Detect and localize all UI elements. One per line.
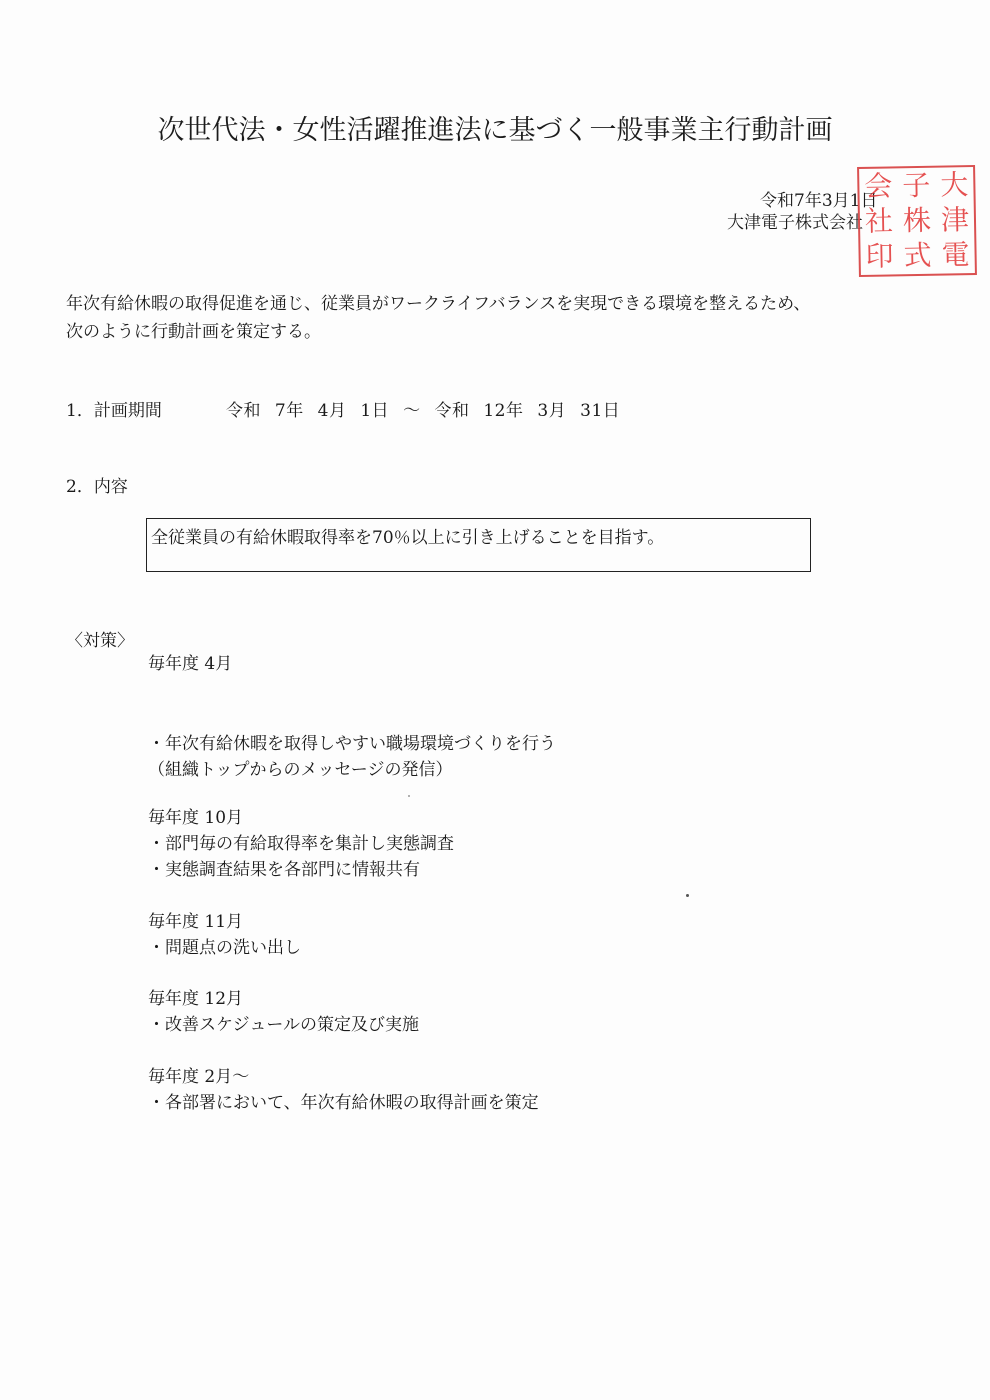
seal-char: 津 [940, 203, 970, 237]
schedule-item: ・各部署において、年次有給休暇の取得計画を策定 [148, 1093, 539, 1113]
schedule-when: 毎年度 12月 [148, 989, 244, 1009]
intro-line: 次のように行動計画を策定する。 [66, 322, 321, 342]
seal-char: 電 [941, 238, 970, 272]
plan-period-value: 令和 7年 4月 1日 ～ 令和 12年 3月 31日 [226, 401, 621, 421]
document-title: 次世代法・女性活躍推進法に基づく一般事業主行動計画 [157, 115, 833, 146]
content-label: 2．内容 [66, 477, 128, 497]
seal-char: 大 [940, 167, 969, 202]
seal-char: 株 [902, 203, 932, 238]
scan-speck [686, 894, 689, 897]
schedule-when: 毎年度 11月 [148, 912, 244, 932]
seal-char: 社 [864, 204, 894, 238]
schedule-block [148, 986, 419, 1038]
schedule-block [148, 805, 454, 883]
schedule-items [148, 731, 556, 783]
schedule-when: 毎年度 2月～ [148, 1067, 250, 1087]
seal-char: 会 [864, 169, 893, 203]
schedule-item: （組織トップからのメッセージの発信） [148, 760, 453, 780]
goal-text: 全従業員の有給休暇取得率を70％以上に引き上げることを目指す。 [151, 528, 665, 548]
schedule-when: 毎年度 10月 [148, 808, 244, 828]
plan-period-label: 1．計画期間 [66, 401, 162, 421]
schedule-item: ・年次有給休暇を取得しやすい職場環境づくりを行う [148, 734, 556, 754]
measures-label: 〈対策〉 [66, 631, 134, 651]
schedule-block [148, 1064, 539, 1116]
seal-char: 子 [902, 168, 931, 202]
schedule-block [148, 909, 301, 961]
schedule-item: ・問題点の洗い出し [148, 938, 301, 958]
schedule-item: ・部門毎の有給取得率を集計し実態調査 [148, 834, 454, 854]
intro-paragraph [66, 290, 810, 346]
scan-speck [408, 795, 410, 797]
schedule-when: 毎年度 4月 [148, 654, 233, 674]
plan-period-row [66, 396, 620, 421]
goal-box [146, 518, 811, 572]
schedule-item: ・改善スケジュールの策定及び実施 [148, 1015, 419, 1035]
company-seal-stamp [857, 165, 977, 277]
intro-line: 年次有給休暇の取得促進を通じ、従業員がワークライフバランスを実現できる環境を整えるため、 [66, 294, 811, 314]
issue-date: 令和7年3月1日 [760, 191, 878, 211]
schedule-item: ・実態調査結果を各部門に情報共有 [148, 860, 420, 880]
company-name: 大津電子株式会社 [727, 213, 863, 233]
seal-char: 式 [903, 239, 932, 273]
seal-char: 印 [865, 239, 894, 274]
